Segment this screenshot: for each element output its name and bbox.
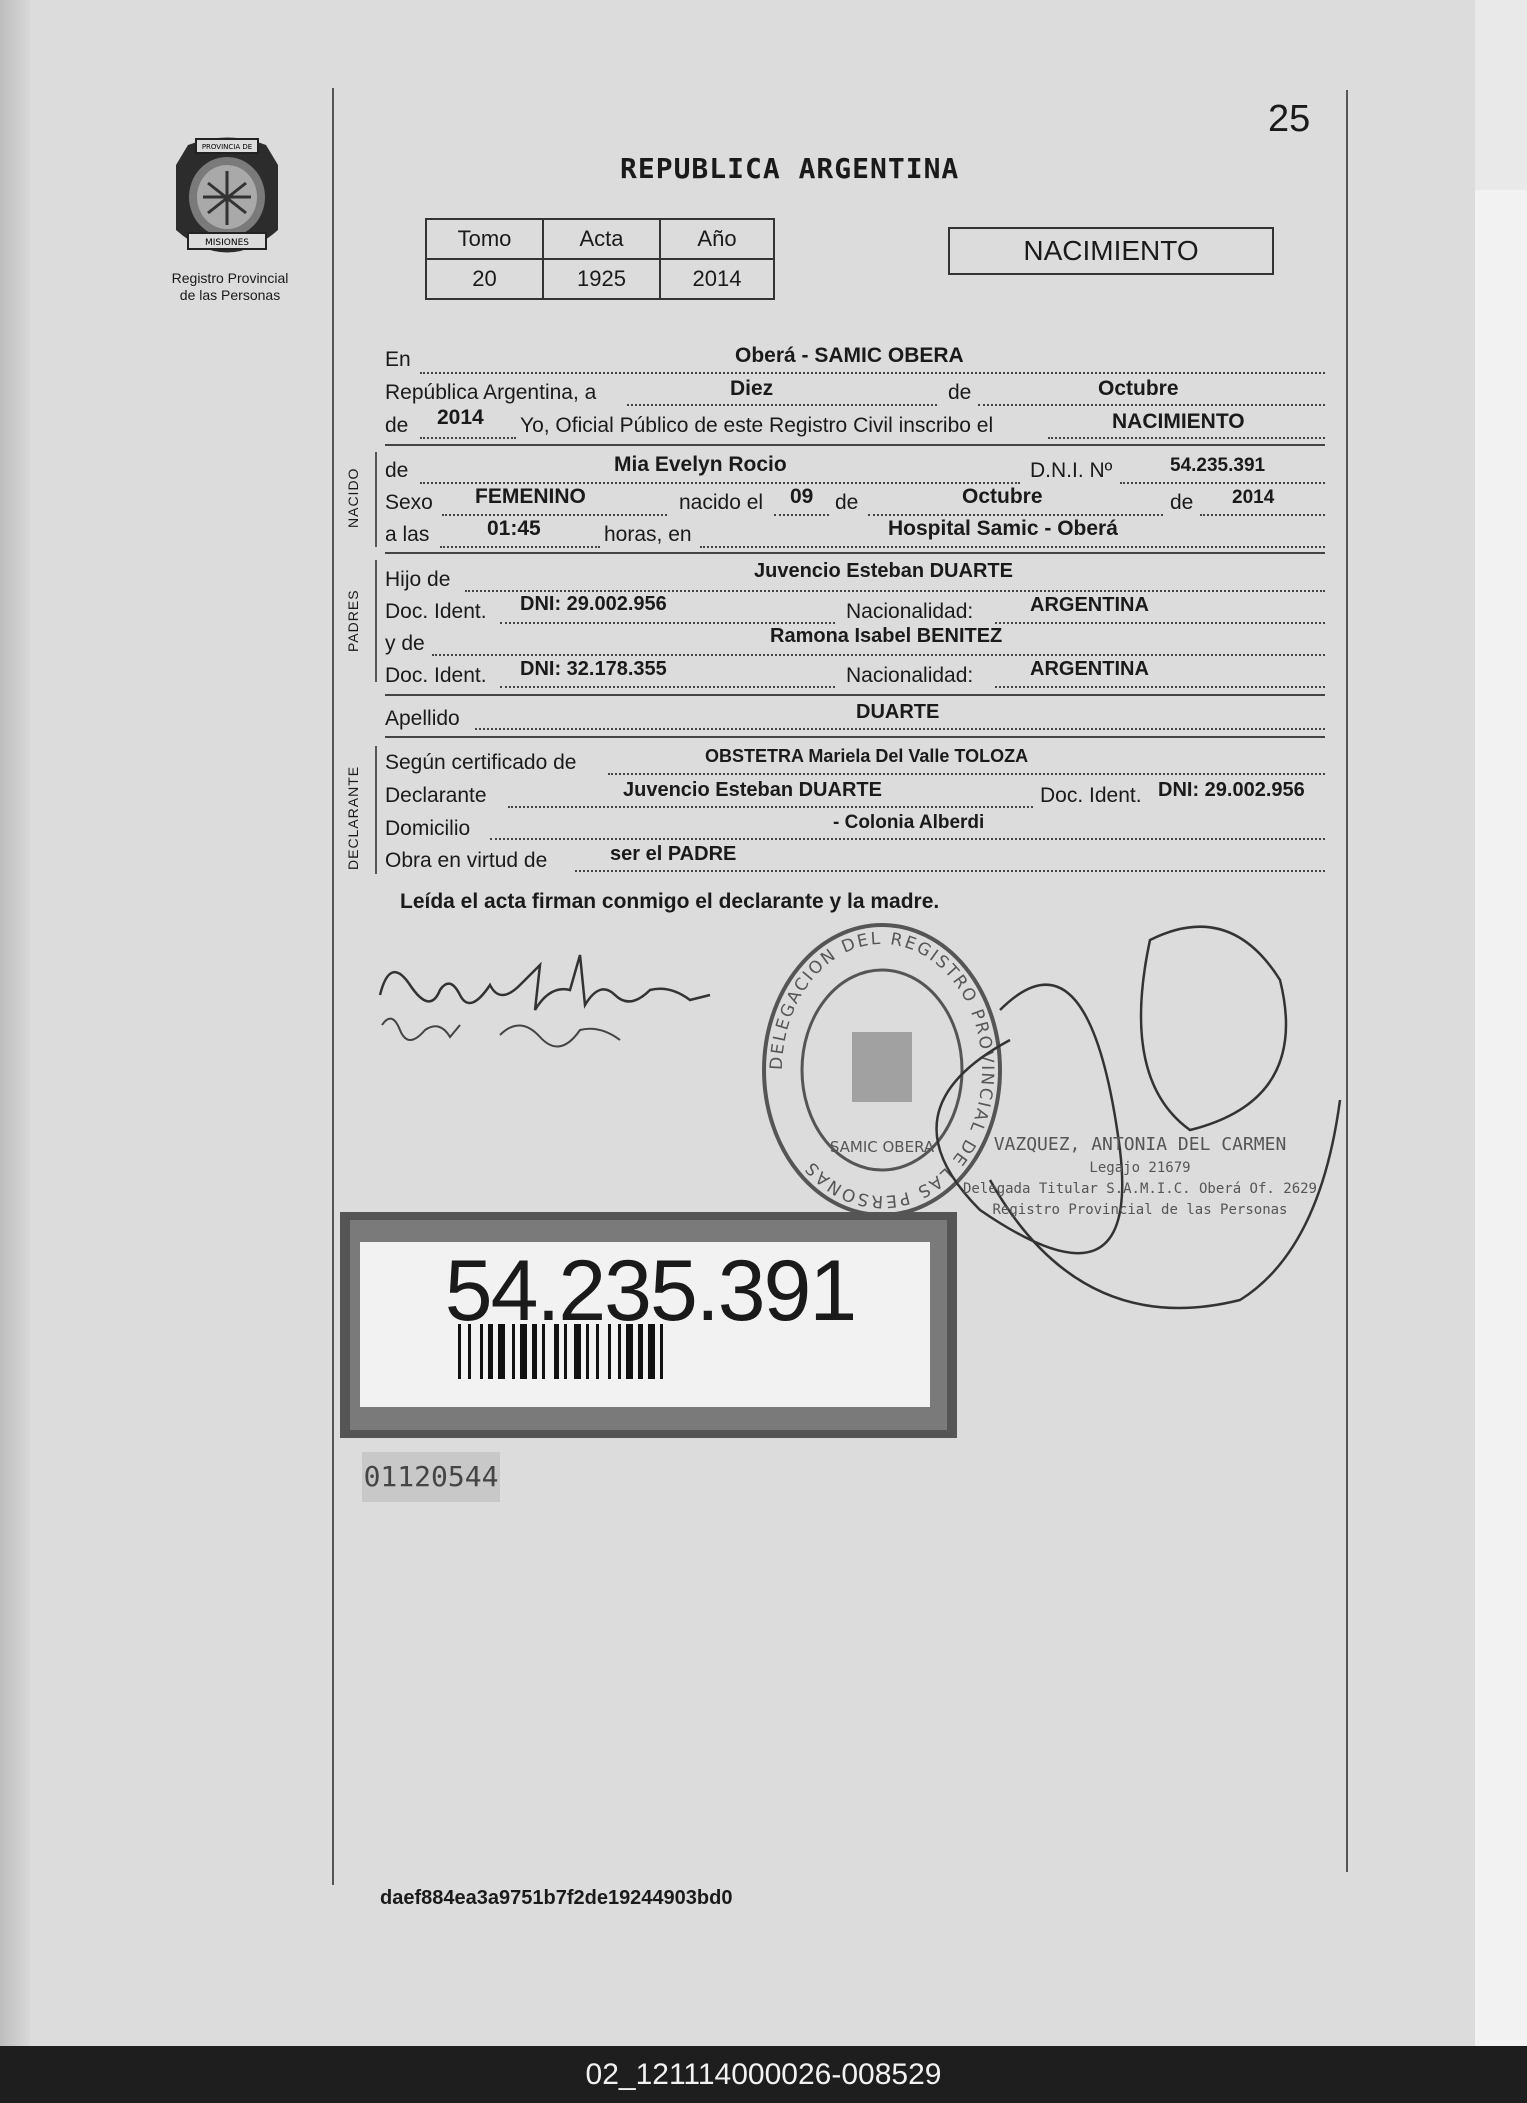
official-text: Yo, Oficial Público de este Registro Civil inscribo el [520, 414, 994, 437]
label-obra: Obra en virtud de [385, 849, 548, 872]
label-nacionalidad: Nacionalidad: [846, 600, 974, 623]
value-tomo: 20 [426, 259, 543, 299]
stamp-official-name: VAZQUEZ, ANTONIA DEL CARMEN [993, 1134, 1287, 1155]
seal-text-bottom: MISIONES [204, 238, 250, 248]
dotline [700, 546, 1325, 548]
label-de4: de [835, 491, 859, 514]
label-nacionalidad-2: Nacionalidad: [846, 664, 974, 687]
label-de5: de [1170, 491, 1194, 514]
dotline [432, 654, 1325, 656]
table-header-row [426, 219, 774, 259]
registry-label-line1: Registro Provincial [171, 270, 289, 286]
signature-declarante [370, 945, 730, 1055]
province-seal-icon [168, 135, 286, 265]
value-acta: 1925 [543, 259, 660, 299]
label-sexo: Sexo [385, 491, 433, 514]
dotline [1200, 514, 1325, 516]
value-father-nat: ARGENTINA [1030, 594, 1149, 616]
label-hijo: Hijo de [385, 568, 451, 591]
label-de: de [948, 381, 972, 404]
dotline [1048, 437, 1325, 439]
value-day: Diez [730, 377, 774, 400]
value-birth-year: 2014 [1232, 487, 1275, 508]
dotline [995, 622, 1325, 624]
value-month: Octubre [1098, 377, 1179, 400]
stamp-official-role: Delegada Titular S.A.M.I.C. Oberá Of. 2629 [962, 1181, 1318, 1197]
value-father-doc: DNI: 29.002.956 [520, 593, 667, 615]
dotline [500, 686, 835, 688]
binding-shadow [0, 0, 30, 2046]
value-anio: 2014 [660, 259, 774, 299]
label-dni: D.N.I. Nº [1030, 459, 1113, 482]
label-apellido: Apellido [385, 707, 460, 730]
section-divider [385, 444, 1325, 446]
label-de3: de [385, 459, 409, 482]
section-bracket [375, 560, 377, 682]
value-inscribo: NACIMIENTO [1112, 410, 1245, 433]
value-domicilio: - Colonia Alberdi [833, 812, 985, 833]
section-divider [385, 694, 1325, 696]
barcode-number: 54.235.391 [444, 1243, 856, 1339]
dotline [500, 622, 835, 624]
stamp-official-registry: Registro Provincial de las Personas [992, 1202, 1288, 1218]
barcode-sticker [340, 1212, 957, 1438]
label-declarante: Declarante [385, 784, 487, 807]
dotline [420, 482, 1020, 484]
header-acta: Acta [543, 219, 660, 259]
value-obra: ser el PADRE [610, 843, 737, 865]
header-tomo: Tomo [426, 219, 543, 259]
dotline [508, 806, 1033, 808]
section-nacido: NACIDO [345, 467, 361, 528]
value-place: Hospital Samic - Oberá [888, 517, 1118, 540]
value-mother: Ramona Isabel BENITEZ [770, 625, 1003, 647]
section-declarante: DECLARANTE [345, 765, 361, 870]
footer-id: 02_121114000026-008529 [0, 2046, 1527, 2103]
section-padres: PADRES [345, 589, 361, 652]
label-nacido-el: nacido el [679, 491, 764, 514]
label-republica: República Argentina, a [385, 381, 597, 404]
label-de2: de [385, 414, 409, 437]
dotline [442, 514, 667, 516]
dotline [995, 686, 1325, 688]
label-en: En [385, 348, 411, 371]
document-hash: daef884ea3a9751b7f2de19244903bd0 [380, 1887, 733, 1909]
label-y-de: y de [385, 632, 425, 655]
label-certificado: Según certificado de [385, 751, 577, 774]
dotline [575, 870, 1325, 872]
dotline [440, 546, 600, 548]
value-apellido: DUARTE [856, 701, 940, 723]
dotline [475, 728, 1325, 730]
value-en: Oberá - SAMIC OBERA [735, 344, 964, 367]
label-horas: horas, en [604, 523, 692, 546]
page-number: 25 [1268, 98, 1311, 140]
section-divider [385, 736, 1325, 738]
value-declarante: Juvencio Esteban DUARTE [623, 779, 882, 801]
label-domicilio: Domicilio [385, 817, 471, 840]
value-certificado: OBSTETRA Mariela Del Valle TOLOZA [705, 746, 1029, 766]
label-doc-ident-2: Doc. Ident. [385, 664, 487, 687]
stamp-ring-text: DELEGACION DEL REGISTRO PROVINCIAL DE LAS PERSONAS [766, 928, 998, 1212]
value-father: Juvencio Esteban DUARTE [754, 560, 1013, 582]
dotline [490, 838, 1325, 840]
section-bracket [375, 746, 377, 874]
dotline [420, 372, 1325, 374]
dotline [420, 437, 516, 439]
registry-label-line2: de las Personas [179, 287, 281, 303]
record-type-box: NACIMIENTO [948, 227, 1274, 275]
tomo-acta-table [425, 218, 775, 300]
document-code: 01120544 [362, 1452, 500, 1502]
registry-label [150, 270, 310, 304]
value-birth-day: 09 [790, 485, 814, 508]
value-time: 01:45 [487, 517, 541, 540]
value-mother-doc: DNI: 32.178.355 [520, 658, 667, 680]
label-decl-doc: Doc. Ident. [1040, 784, 1142, 807]
value-decl-doc: DNI: 29.002.956 [1158, 779, 1305, 801]
dotline [774, 514, 829, 516]
dotline [465, 590, 1325, 592]
stamp-inner-text: SAMIC OBERA [829, 1138, 935, 1156]
dotline [627, 404, 937, 406]
dotline [978, 404, 1325, 406]
left-margin-line [332, 88, 334, 1885]
value-sexo: FEMENINO [475, 485, 586, 508]
value-birth-month: Octubre [962, 485, 1043, 508]
dotline [868, 514, 1163, 516]
section-divider [385, 552, 1325, 554]
stamp-official-legajo: Legajo 21679 [1089, 1160, 1191, 1176]
header-anio: Año [660, 219, 774, 259]
dotline [1120, 482, 1325, 484]
value-mother-nat: ARGENTINA [1030, 658, 1149, 680]
value-year: 2014 [437, 406, 484, 429]
value-name: Mia Evelyn Rocio [614, 453, 787, 476]
label-a-las: a las [385, 523, 430, 546]
label-doc-ident: Doc. Ident. [385, 600, 487, 623]
section-bracket [375, 452, 377, 547]
closing-statement: Leída el acta firman conmigo el declarante y la madre. [400, 890, 940, 913]
value-dni: 54.235.391 [1170, 455, 1266, 476]
table-value-row [426, 259, 774, 299]
seal-text-top: PROVINCIA DE [201, 143, 253, 151]
document-title: REPUBLICA ARGENTINA [620, 152, 960, 185]
dotline [608, 773, 1325, 775]
